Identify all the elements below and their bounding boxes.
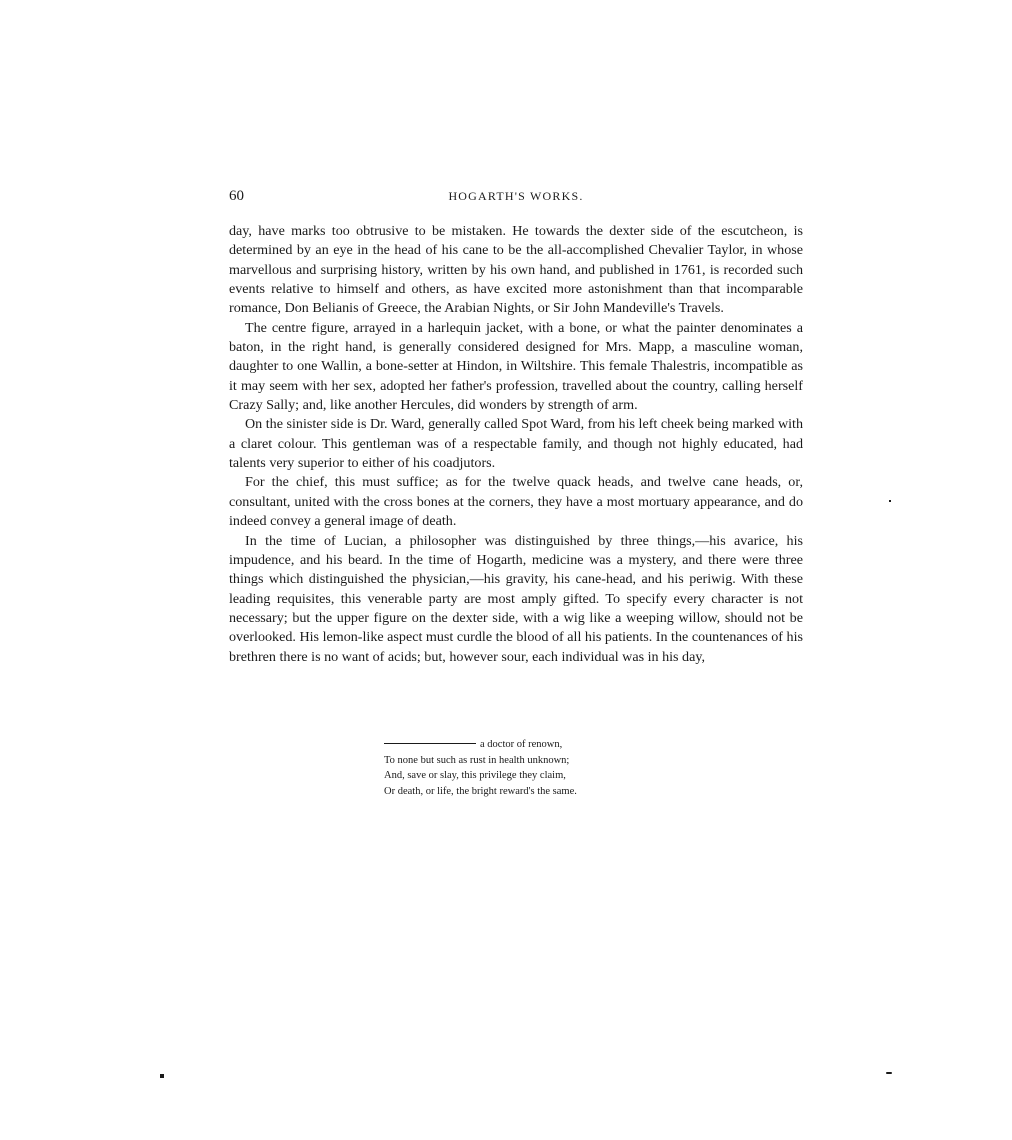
scan-speck <box>886 1072 892 1074</box>
verse-line-2: To none but such as rust in health unknown; <box>384 754 570 766</box>
paragraph-the-chief: For the chief, this must suffice; as for the twelve quack heads, and twelve cane heads, or, consultant, united with the cross bones at the corners, they have a most mortuary appearance, and do indeed convey a general image of death. <box>229 474 803 530</box>
paragraph-dr-ward: On the sinister side is Dr. Ward, generally called Spot Ward, from his left cheek being marked with a claret colour. This gentleman was of a respectable family, and though not highly educated, had talents very superior to either of his coadjutors. <box>229 416 803 472</box>
paragraph-lucian: In the time of Lucian, a philosopher was distinguished by three things,—his avarice, his impudence, and his beard. In the time of Hogarth, medicine was a mystery, and there were three things which distinguished the physician,—his gravity, his cane-head, and his periwig. With these leading requisites, this venerable party are most amply gifted. To specify every character is not necessary; but the upper figure on the dexter side, with a wig like a weeping willow, should not be overlooked. His lemon-like aspect must curdle the blood of all his patients. In the countenances of his brethren there is no want of acids; but, however sour, each individual was in his day, <box>229 532 803 665</box>
verse-line-1-text: a doctor of renown, <box>480 739 563 750</box>
verse-dash-rule <box>384 743 476 744</box>
paragraph-chevalier-taylor: day, have marks too obtrusive to be mistaken. He towards the dexter side of the escutcheon, is determined by an eye in the head of his cane to be the all-accomplished Chevalier Taylor, in whose marvellous and surprising history, written by his own hand, and published in 1761, is recorded such events relative to himself and others, as have excited more astonishment than that incomparable romance, Don Belianis of Greece, the Arabian Nights, or Sir John Mandeville's Travels. <box>229 223 803 317</box>
page-number: 60 <box>229 188 244 204</box>
verse-quotation <box>384 737 684 799</box>
verse-line-3: And, save or slay, this privilege they claim, <box>384 770 566 781</box>
body-text <box>229 222 803 667</box>
verse-line-1 <box>384 737 684 753</box>
running-title: HOGARTH'S WORKS. <box>448 189 584 203</box>
verse-line-4: Or death, or life, the bright reward's the same. <box>384 785 577 797</box>
scan-speck <box>160 1074 164 1078</box>
paragraph-mrs-mapp: The centre figure, arrayed in a harlequin jacket, with a bone, or what the painter denominates a baton, in the right hand, is generally considered designed for Mrs. Mapp, a masculine woman, daughter to one Wallin, a bone-setter at Hindon, in Wiltshire. This female Thalestris, incompatible as it may seem with her sex, adopted her father's profession, travelled about the country, calling herself Crazy Sally; and, like another Hercules, did wonders by strength of arm. <box>229 319 803 414</box>
running-head <box>229 186 803 206</box>
scan-speck <box>889 500 891 502</box>
